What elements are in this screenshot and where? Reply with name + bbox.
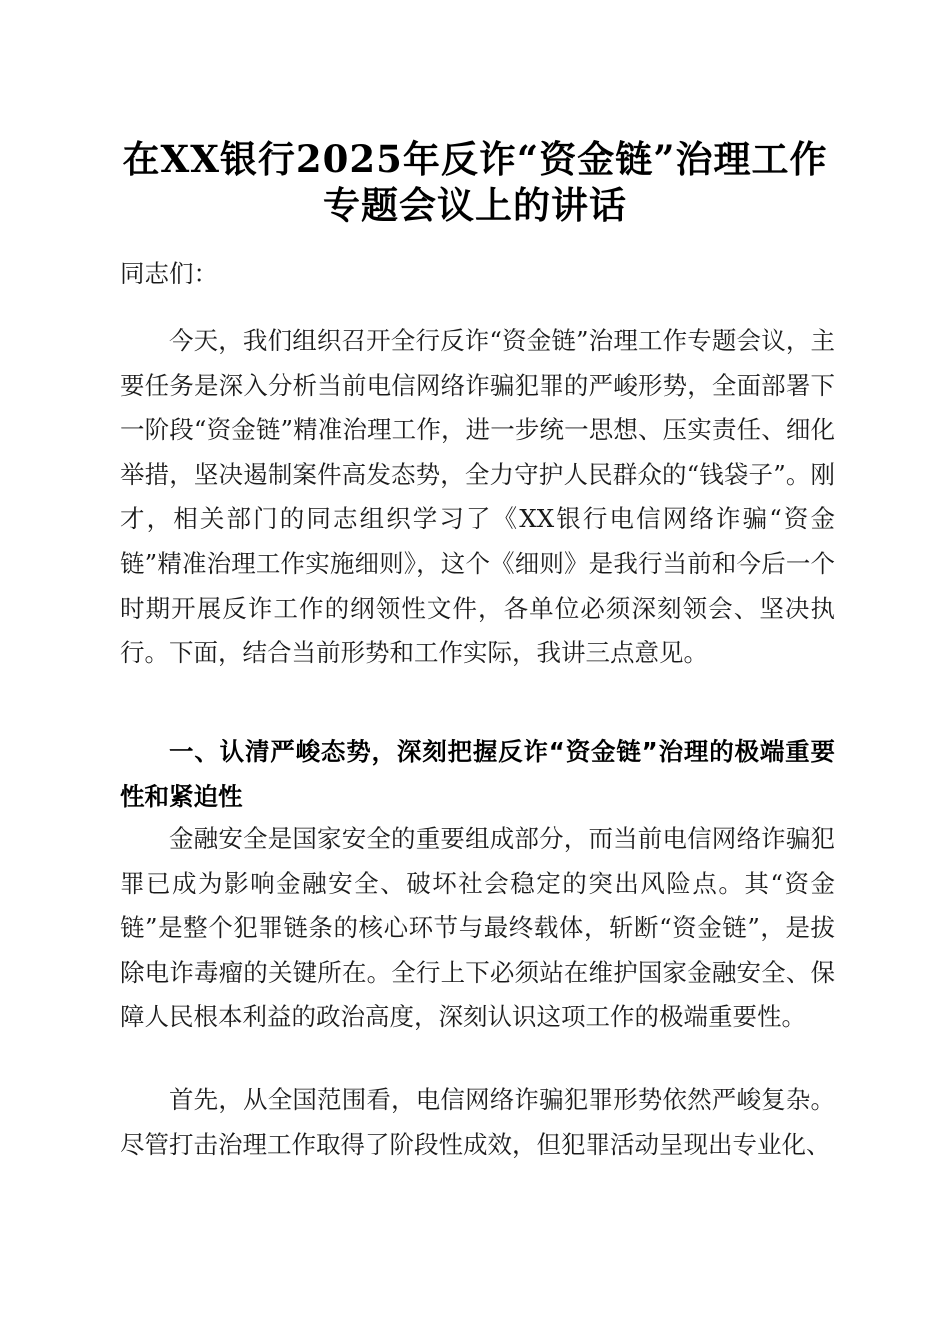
salutation: 同志们： bbox=[120, 259, 218, 288]
document-title-line-1: 在XX银行2025年反诈“资金链”治理工作 bbox=[122, 137, 828, 181]
section-heading-1: 一、认清严峻态势，深刻把握反诈“资金链”治理的极端重要性和紧迫性 bbox=[120, 737, 835, 811]
paragraph-section-1: 金融安全是国家安全的重要组成部分，而当前电信网络诈骗犯罪已成为影响金融安全、破坏社会稳定的突出风险点。其“资金链”是整个犯罪链条的核心环节与最终载体，斩断“资金链”，是拔除电诈毒瘤的关键所在。全行上下必须站在维护国家金融安全、保障人民根本利益的政治高度，深刻认识这项工作的极端重要性。 bbox=[120, 824, 835, 1032]
paragraph-section-1-first-point: 首先，从全国范围看，电信网络诈骗犯罪形势依然严峻复杂。尽管打击治理工作取得了阶段性成效，但犯罪活动呈现出专业化、 bbox=[120, 1085, 835, 1159]
document-title-line-2: 专题会议上的讲话 bbox=[323, 183, 627, 227]
paragraph-intro: 今天，我们组织召开全行反诈“资金链”治理工作专题会议，主要任务是深入分析当前电信网络诈骗犯罪的严峻形势，全面部署下一阶段“资金链”精准治理工作，进一步统一思想、压实责任、细化举措，坚决遏制案件高发态势，全力守护人民群众的“钱袋子”。刚才，相关部门的同志组织学习了《XX银行电信网络诈骗“资金链”精准治理工作实施细则》，这个《细则》是我行当前和今后一个时期开展反诈工作的纲领性文件，各单位必须深刻领会、坚决执行。下面，结合当前形势和工作实际，我讲三点意见。 bbox=[120, 326, 835, 668]
